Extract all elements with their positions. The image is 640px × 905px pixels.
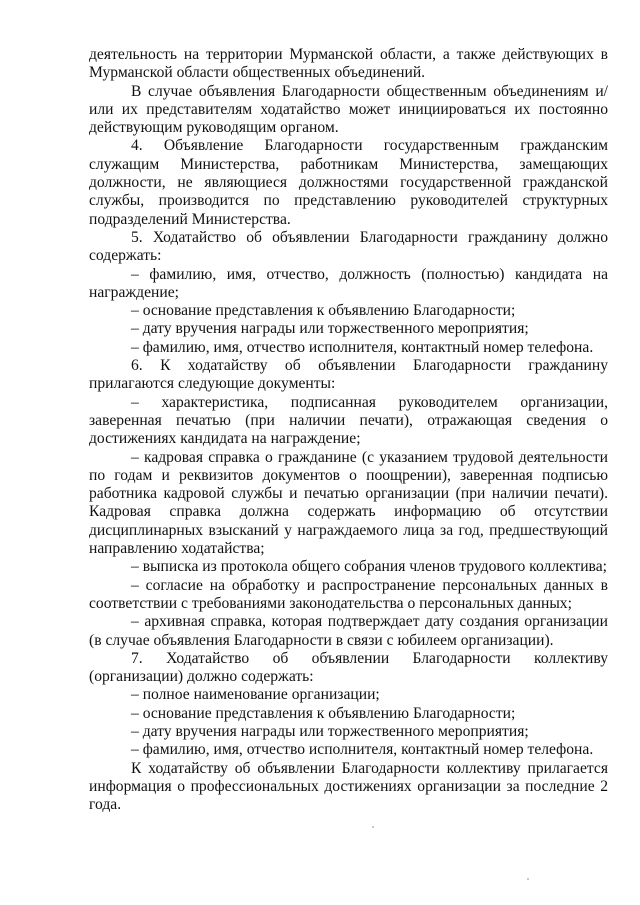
list-item: – согласие на обработку и распространение персональных данных в соответствии с требованиями законодательства о персональных данных;	[89, 576, 608, 612]
list-item: – фамилию, имя, отчество исполнителя, контактный номер телефона.	[131, 338, 594, 356]
scan-speck	[372, 826, 374, 828]
paragraph-item-5: 5. Ходатайство об объявлении Благодарности гражданину должно содержать:	[89, 228, 608, 265]
list-item: – дату вручения награды или торжественного мероприятия;	[131, 722, 529, 740]
list-item: – характеристика, подписанная руководителем организации, заверенная печатью (при наличии печати), отражающая сведения о достижениях кандидата на награждение;	[89, 393, 608, 448]
paragraph-item-6: 6. К ходатайству об объявлении Благодарности гражданину прилагаются следующие документы:	[89, 357, 608, 393]
paragraph-public-associations: В случае объявления Благодарности общественным объединениям и/или их представителям ходатайство может инициироваться их постоянно действующим руководящим органом.	[89, 82, 608, 137]
paragraph-item-4: 4. Объявление Благодарности государственным гражданским служащим Министерства, работникам Министерства, замещающих должности, не являющиеся должностями государственной гражданской службы, производится по представлению руководителей структурных подразделений Министерства.	[89, 137, 608, 228]
paragraph-attachment-info: К ходатайству об объявлении Благодарности коллективу прилагается информация о профессиональных достижениях организации за последние 2 года.	[89, 759, 608, 814]
list-item: – основание представления к объявлению Благодарности;	[131, 704, 516, 722]
list-item: – выписка из протокола общего собрания членов трудового коллектива;	[131, 558, 607, 576]
scan-speck	[527, 878, 529, 880]
list-item: – полное наименование организации;	[131, 686, 380, 704]
list-item: – фамилию, имя, отчество исполнителя, контактный номер телефона.	[131, 741, 594, 759]
list-item: – основание представления к объявлению Благодарности;	[131, 302, 516, 320]
list-item: – дату вручения награды или торжественного мероприятия;	[131, 320, 529, 338]
paragraph-item-7: 7. Ходатайство об объявлении Благодарности коллективу (организации) должно содержать:	[89, 649, 608, 686]
list-item: – архивная справка, которая подтверждает дату создания организации (в случае объявления Благодарности в связи с юбилеем организации).	[89, 613, 608, 649]
list-item: – фамилию, имя, отчество, должность (полностью) кандидата на награждение;	[89, 265, 608, 301]
list-item: – кадровая справка о гражданине (с указанием трудовой деятельности по годам и реквизитов документов о поощрении), заверенная подписью работника кадровой службы и печатью организации (при наличии печати). Кадровая справка должна содержать информацию об отсутствии дисциплинарных взысканий у награждаемого лица за год, предшествующий направлению ходатайства;	[89, 448, 608, 558]
paragraph-continuation: деятельность на территории Мурманской области, а также действующих в Мурманской области общественных объединений.	[89, 46, 608, 82]
